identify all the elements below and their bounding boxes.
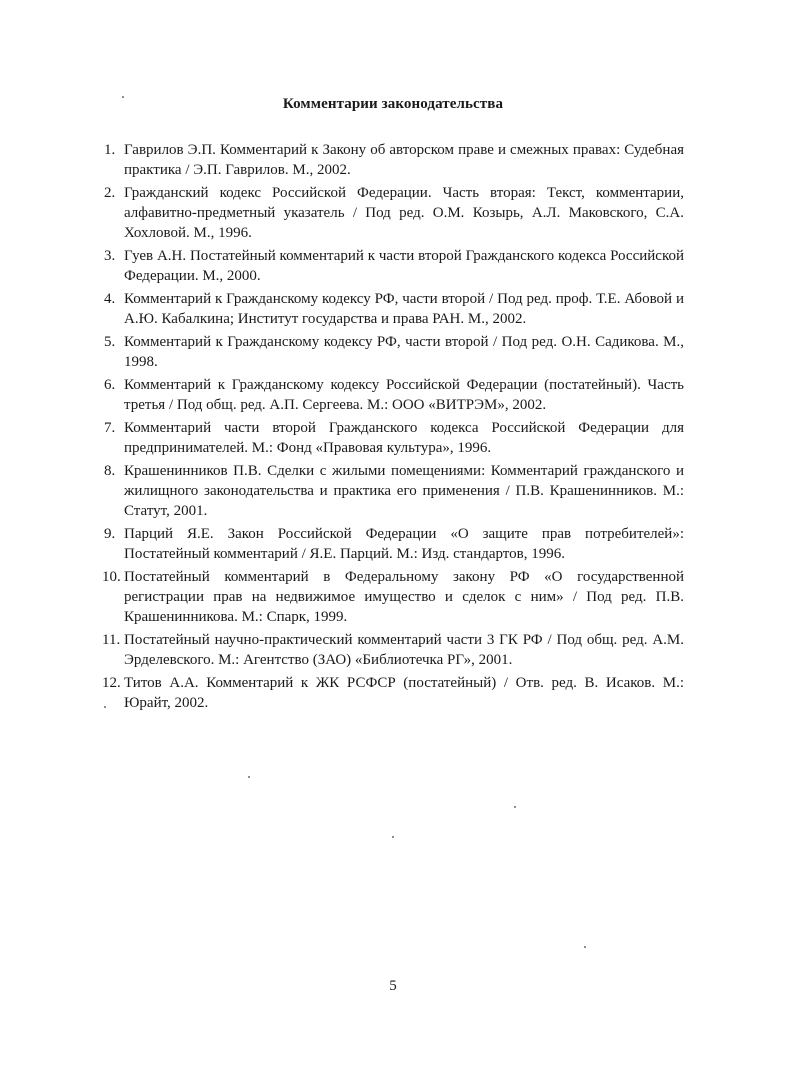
list-item-text: Парций Я.Е. Закон Российской Федерации «О защите прав потребителей»: Постатейный комментарий / Я.Е. Парций. М.: Изд. стандартов, 1996. (124, 526, 684, 562)
list-item-text: Комментарий к Гражданскому кодексу РФ, части второй / Под ред. О.Н. Садикова. М., 1998. (124, 334, 684, 370)
list-item-number: 7. (104, 420, 116, 436)
list-item (104, 246, 684, 286)
scan-speck (122, 96, 124, 98)
list-item-number: 6. (104, 377, 116, 393)
scan-speck (248, 776, 250, 778)
scan-speck (514, 806, 516, 808)
list-item-text: Гуев А.Н. Постатейный комментарий к части второй Гражданского кодекса Российской Федерации. М., 2000. (124, 248, 684, 284)
list-item-text: Постатейный комментарий в Федеральному закону РФ «О государственной регистрации прав на недвижимое имущество и сделок с ним» / Под ред. П.В. Крашенинникова. М.: Спарк, 1999. (124, 569, 684, 625)
bibliography-list (104, 140, 684, 716)
list-item-text: Комментарий части второй Гражданского кодекса Российской Федерации для предпринимателей. М.: Фонд «Правовая культура», 1996. (124, 420, 684, 456)
list-item (104, 673, 684, 713)
list-item-text: Гаврилов Э.П. Комментарий к Закону об авторском праве и смежных правах: Судебная практика / Э.П. Гаврилов. М., 2002. (124, 142, 684, 178)
list-item-number: 9. (104, 526, 116, 542)
list-item-number: 11. (102, 632, 121, 648)
list-item-text: Крашенинников П.В. Сделки с жилыми помещениями: Комментарий гражданского и жилищного законодательства и практика его применения / П.В. Крашенинников. М.: Статут, 2001. (124, 463, 684, 519)
page-title: Комментарии законодательства (282, 96, 504, 112)
list-item-text: Комментарий к Гражданскому кодексу Российской Федерации (постатейный). Часть третья / Под общ. ред. А.П. Сергеева. М.: ООО «ВИТРЭМ», 2002. (124, 377, 684, 413)
list-item-number: 2. (104, 185, 116, 201)
list-item-number: 1. (104, 142, 116, 158)
list-item (104, 567, 684, 627)
scan-speck (392, 836, 394, 838)
list-item-text: Титов А.А. Комментарий к ЖК РСФСР (постатейный) / Отв. ред. В. Исаков. М.: Юрайт, 2002. (124, 675, 684, 711)
list-item-text: Гражданский кодекс Российской Федерации. Часть вторая: Текст, комментарии, алфавитно-предметный указатель / Под ред. О.М. Козырь, А.Л. Маковского, С.А. Хохловой. М., 1996. (124, 185, 684, 241)
list-item (104, 524, 684, 564)
list-item (104, 418, 684, 458)
page-number: 5 (389, 978, 397, 994)
list-item (104, 332, 684, 372)
list-item (104, 630, 684, 670)
list-item (104, 375, 684, 415)
list-item-text: Комментарий к Гражданскому кодексу РФ, части второй / Под ред. проф. Т.Е. Абовой и А.Ю. Кабалкина; Институт государства и права РАН. М., 2002. (124, 291, 684, 327)
list-item-number: 12. (102, 675, 121, 691)
list-item (104, 140, 684, 180)
list-item-number: 8. (104, 463, 116, 479)
list-item (104, 461, 684, 521)
list-item-number: 10. (102, 569, 121, 585)
scan-speck (584, 946, 586, 948)
list-item-number: 4. (104, 291, 116, 307)
list-item-text: Постатейный научно-практический комментарий части 3 ГК РФ / Под общ. ред. А.М. Эрделевского. М.: Агентство (ЗАО) «Библиотечка РГ», 2001. (124, 632, 684, 668)
list-item (104, 289, 684, 329)
list-item-number: 3. (104, 248, 116, 264)
list-item-number: 5. (104, 334, 116, 350)
scan-speck (104, 706, 106, 708)
list-item (104, 183, 684, 243)
